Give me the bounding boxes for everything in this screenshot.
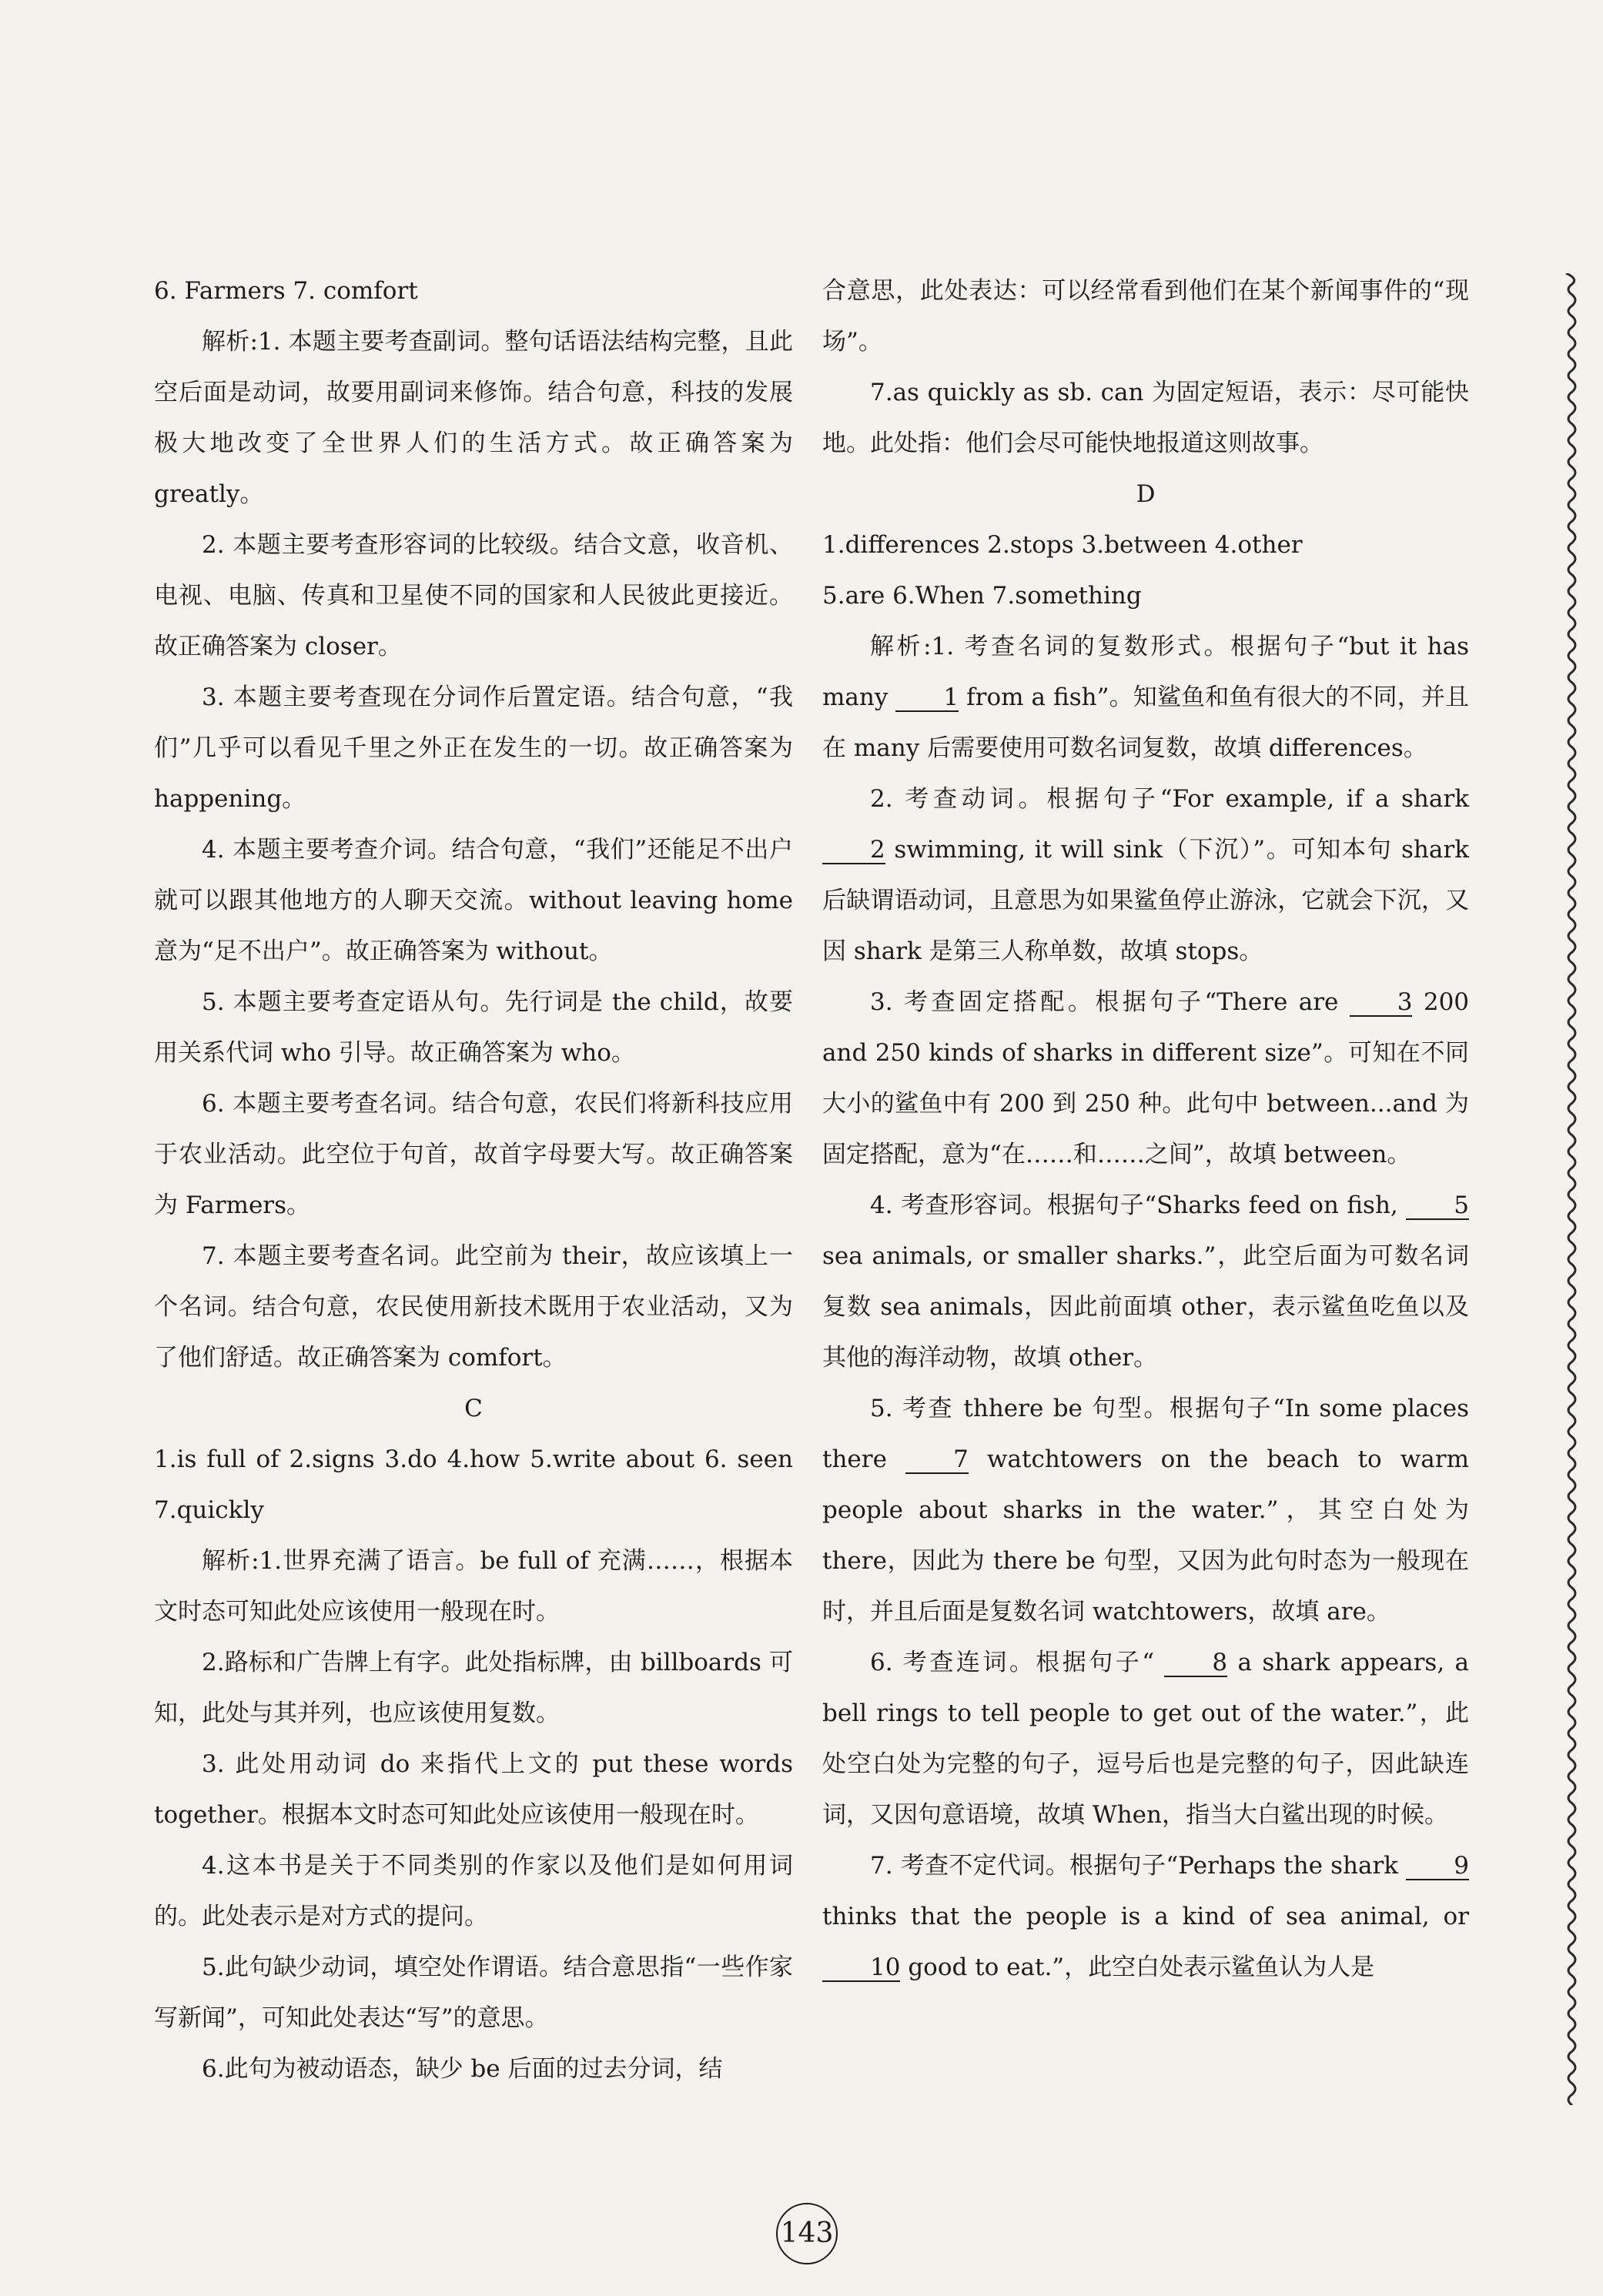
- text-segment: 3. 考查固定搭配。根据句子“There are: [870, 988, 1339, 1016]
- wavy-border-decoration: [1561, 273, 1583, 2105]
- explanation-paragraph: 4.这本书是关于不同类别的作家以及他们是如何用词的。此处表示是对方式的提问。: [154, 1852, 793, 1930]
- explanation-paragraph: [822, 1840, 1469, 1993]
- explanation-paragraph: 5.此句缺少动词，填空处作谓语。结合意思指“一些作家写新闻”，可知此处表达“写”的意思。: [154, 1953, 793, 2032]
- explanation-paragraph: 2.路标和广告牌上有字。此处指标牌，由 billboards 可知，此处与其并列，也应该使用复数。: [154, 1649, 793, 1727]
- explanation-paragraph: 合意思，此处表达：可以经常看到他们在某个新闻事件的“现场”。: [822, 277, 1469, 356]
- explanation-paragraph: 3. 本题主要考查现在分词作后置定语。结合句意，“我们”几乎可以看见千里之外正在发生的一切。故正确答案为 happening。: [154, 683, 793, 813]
- answer-line: 5.are 6.When 7.something: [822, 582, 1142, 610]
- blank-number: 10: [822, 1954, 900, 1982]
- page-number: 143: [776, 2203, 838, 2264]
- explanation-paragraph: [822, 621, 1469, 774]
- text-segment: sea animals, or smaller sharks.”，此空后面为可数名词复数 sea animals，因此前面填 other，表示鲨鱼吃鱼以及其他的海洋动物，故填 other。: [822, 1242, 1469, 1372]
- explanation-paragraph: 5. 本题主要考查定语从句。先行词是 the child，故要用关系代词 who 引导。故正确答案为 who。: [154, 988, 794, 1067]
- explanation-paragraph: [822, 1180, 1469, 1383]
- explanation-paragraph: 7. 本题主要考查名词。此空前为 their，故应该填上一个名词。结合句意，农民使用新技术既用于农业活动，又为了他们舒适。故正确答案为 comfort。: [154, 1242, 793, 1372]
- blank-number: 1: [895, 684, 959, 712]
- text-segment: 6. 考查连词。根据句子“: [870, 1649, 1155, 1676]
- text-segment: 解析:1. 考查名词的复数形式。根据句子“but it has many: [822, 633, 1469, 711]
- text-segment: swimming, it will sink（下沉）”。可知本句 shark 后缺谓语动词，且意思为如果鲨鱼停止游泳，它就会下沉，又因 shark 是第三人称单数，故填 stops。: [822, 836, 1469, 965]
- blank-number: 5: [1406, 1192, 1469, 1220]
- answer-line: 1.is full of 2.signs 3.do 4.how 5.write about 6. seen 7.quickly: [154, 1445, 793, 1524]
- answer-line: 6. Farmers 7. comfort: [154, 277, 418, 305]
- blank-number: 2: [822, 837, 885, 864]
- explanation-paragraph: 6. 本题主要考查名词。结合句意，农民们将新科技应用于农业活动。此空位于句首，故首字母要大写。故正确答案为 Farmers。: [154, 1090, 793, 1219]
- explanation-paragraph: 6.此句为被动语态，缺少 be 后面的过去分词，结: [202, 2055, 723, 2083]
- explanation-paragraph: 3. 此处用动词 do 来指代上文的 put these words together。根据本文时态可知此处应该使用一般现在时。: [154, 1750, 793, 1829]
- explanation-paragraph: 解析:1.世界充满了语言。be full of 充满……，根据本文时态可知此处应该使用一般现在时。: [154, 1547, 793, 1626]
- blank-number: 3: [1350, 989, 1413, 1017]
- text-segment: 7. 考查不定代词。根据句子“Perhaps the shark: [870, 1852, 1399, 1880]
- right-column: [822, 266, 1469, 1993]
- text-segment: watchtowers on the beach to warm people about sharks in the water.”，其空白处为 there，因此为 there be 句型，又因为此句时态为一般现在时，并且后面是复数名词 watchtowers，故填 are。: [822, 1445, 1469, 1626]
- text-segment: 5. 考查 thhere be 句型。根据句子“In some places there: [822, 1395, 1469, 1473]
- left-column: [154, 266, 793, 2094]
- blank-number: 9: [1406, 1853, 1469, 1880]
- text-segment: thinks that the people is a kind of sea animal, or: [822, 1903, 1469, 1930]
- blank-number: 7: [905, 1446, 969, 1474]
- explanation-paragraph: [822, 1383, 1469, 1637]
- text-segment: 4. 考查形容词。根据句子“Sharks feed on fish,: [870, 1191, 1398, 1219]
- explanation-paragraph: 解析:1. 本题主要考查副词。整句话语法结构完整，且此空后面是动词，故要用副词来修饰。结合句意，科技的发展极大地改变了全世界人们的生活方式。故正确答案为 greatly。: [154, 328, 793, 508]
- text-segment: a shark appears, a bell rings to tell people to get out of the water.”，此处空白处为完整的句子，逗号后也是完整的句子，因此缺连词，又因句意语境，故填 When，指当大白鲨出现的时候。: [822, 1649, 1470, 1829]
- explanation-paragraph: 7.as quickly as sb. can 为固定短语，表示：尽可能快地。此处指：他们会尽可能快地报道这则故事。: [822, 379, 1469, 457]
- explanation-paragraph: [822, 774, 1469, 977]
- section-heading-d: D: [1136, 480, 1156, 508]
- blank-number: 8: [1164, 1649, 1227, 1677]
- explanation-paragraph: [822, 1637, 1469, 1840]
- text-segment: from a fish”。知鲨鱼和鱼有很大的不同，并且在 many 后需要使用可数名词复数，故填 differences。: [822, 683, 1469, 762]
- text-segment: 2. 考查动词。根据句子“For example, if a shark: [870, 785, 1469, 813]
- explanation-paragraph: 2. 本题主要考查形容词的比较级。结合文意，收音机、电视、电脑、传真和卫星使不同的国家和人民彼此更接近。故正确答案为 closer。: [154, 531, 793, 660]
- explanation-paragraph: 4. 本题主要考查介词。结合句意，“我们”还能足不出户就可以跟其他地方的人聊天交流。without leaving home 意为“足不出户”。故正确答案为 without。: [154, 836, 793, 965]
- answer-line: 1.differences 2.stops 3.between 4.other: [822, 531, 1303, 559]
- section-heading-c: C: [464, 1395, 483, 1422]
- text-segment: 200 and 250 kinds of sharks in different size”。可知在不同大小的鲨鱼中有 200 到 250 种。此句中 between...and 为固定搭配，意为“在……和……之间”，故填 between。: [822, 988, 1470, 1168]
- explanation-paragraph: [822, 977, 1469, 1180]
- text-segment: good to eat.”，此空白处表示鲨鱼认为人是: [908, 1953, 1375, 1981]
